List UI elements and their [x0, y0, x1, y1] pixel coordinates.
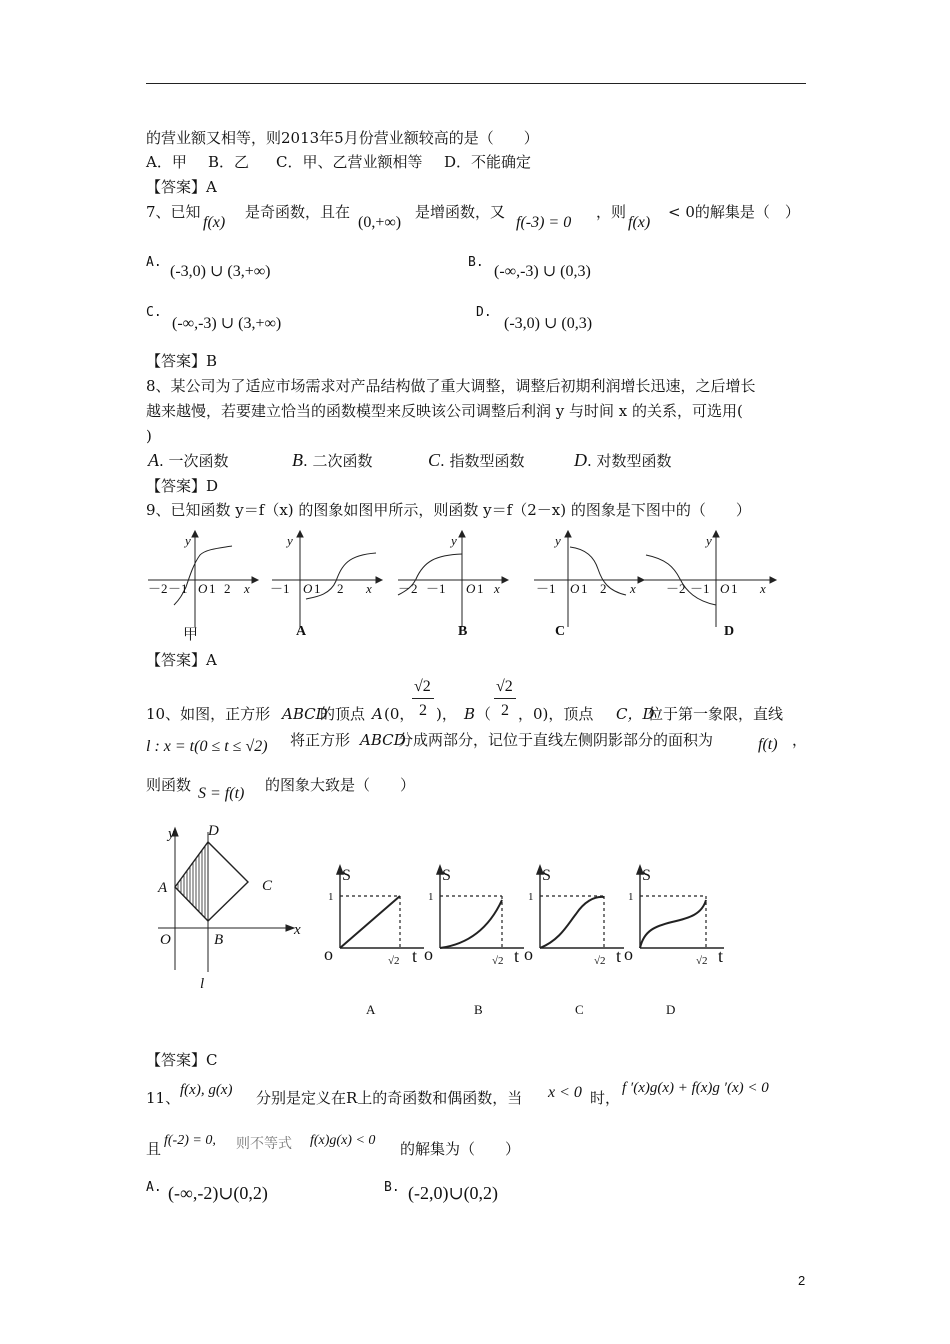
- q8-line1: 8、某公司为了适应市场需求对产品结构做了重大调整，调整后初期利润增长迅速，之后增长: [146, 377, 756, 395]
- q7-option-c-value: (-∞,-3) ∪ (3,+∞): [172, 315, 282, 332]
- q10-graph-d-t: t: [718, 946, 724, 966]
- q10-graph-c-o: o: [524, 944, 533, 964]
- q10-fig-c: C: [262, 878, 273, 894]
- q10-graph-b-t: t: [514, 946, 520, 966]
- q7-fx2: f(x): [628, 214, 651, 231]
- header-rule: [146, 83, 806, 84]
- q10-mid: 的顶点: [320, 705, 366, 723]
- q8-line2: 越来越慢，若要建立恰当的函数模型来反映该公司调整后利润 y 与时间 x 的关系，可选用(: [146, 402, 743, 420]
- q8-option-d: [574, 450, 672, 471]
- q6-option-a: A．甲: [146, 153, 187, 171]
- q9-graph-label-d: D: [724, 624, 735, 639]
- q10-graph-b-s: S: [442, 867, 451, 884]
- q9-jia-tick-2: 2: [224, 581, 231, 596]
- q8-option-a: [148, 450, 229, 471]
- q8-answer: 【答案】D: [146, 477, 219, 495]
- q11-cond: f(-2) = 0,: [164, 1133, 216, 1148]
- q9-d-tick-m1: －1: [690, 581, 710, 596]
- q11-pre: 11、: [146, 1089, 181, 1107]
- q10-fig-o: O: [160, 932, 171, 948]
- q9-graph-label-c: C: [555, 624, 566, 639]
- q10-line2-mid: 将正方形: [290, 731, 351, 749]
- q10-line3-tail: 的图象大致是（ ）: [265, 776, 416, 794]
- q10-line2-mid2: 分成两部分，记位于直线左侧阴影部分的面积为: [398, 731, 714, 749]
- q7-tail: < 0的解集是（ ）: [668, 203, 800, 221]
- q7-option-b-label: B.: [468, 255, 484, 270]
- q9-c-tick-o: O: [570, 581, 580, 596]
- q9-b-y: y: [451, 533, 457, 548]
- q9-jia-tick-m1: －1: [168, 581, 188, 596]
- q6-answer: 【答案】A: [146, 178, 217, 196]
- q10-line1: [146, 676, 806, 736]
- q9-a-tick-1: 1: [314, 581, 321, 596]
- q10-graph-d-one: 1: [628, 891, 634, 903]
- q6-option-c: C．甲、乙营业额相等: [276, 153, 423, 171]
- q8-option-c-label: C: [428, 450, 441, 470]
- q9-b-tick-1: 1: [477, 581, 484, 596]
- q10-coord-b-close: ，0)，顶点: [518, 705, 594, 723]
- q11-option-a-label: A.: [146, 1180, 162, 1195]
- q10-graph-b-o: o: [424, 944, 433, 964]
- q7-condition: f(-3) = 0: [516, 214, 572, 231]
- q9-a-tick-2: 2: [337, 581, 344, 596]
- q11-mid1: 分别是定义在R上的奇函数和偶函数，当: [256, 1089, 523, 1107]
- q10-square-figure: [150, 820, 310, 992]
- q9-d-y: y: [706, 533, 712, 548]
- q6-option-d: D．不能确定: [444, 153, 532, 171]
- q9-line: 9、已知函数 y＝f（x) 的图象如图甲所示，则函数 y＝f（2－x) 的图象是下图中的（ ）: [146, 501, 751, 519]
- q9-a-tick-o: O: [303, 581, 313, 596]
- q10-comma: ，: [792, 731, 808, 749]
- q10-graph-label-b: B: [474, 1002, 483, 1017]
- q10-sqrt2-a: √2: [414, 678, 431, 695]
- q10-graph-c-t: t: [616, 946, 622, 966]
- q9-jia-y: y: [185, 533, 191, 548]
- q9-a-y: y: [287, 533, 293, 548]
- q7-option-d-label: D.: [476, 305, 492, 320]
- q7-option-b-value: (-∞,-3) ∪ (0,3): [494, 263, 591, 280]
- q9-graph-label-b: B: [458, 624, 468, 639]
- q10-coord-b-open: （: [476, 705, 492, 723]
- q9-d-x: x: [760, 581, 766, 596]
- q7-answer: 【答案】B: [146, 352, 218, 370]
- q10-pre: 10、如图，正方形: [146, 705, 271, 723]
- q10-coord-a-open: (0，: [384, 705, 415, 723]
- q9-answer: 【答案】A: [146, 651, 217, 669]
- q10-graph-a-o: o: [324, 944, 333, 964]
- q10-cd: C，D: [616, 705, 655, 723]
- q6-option-b: B．乙: [208, 153, 250, 171]
- q11-ineq2: f(x)g(x) < 0: [310, 1133, 376, 1148]
- q7-mid1: 是奇函数，且在: [245, 203, 351, 221]
- q10-fig-a: A: [158, 880, 168, 896]
- q8-option-a-text: . 一次函数: [159, 452, 229, 470]
- q10-line3-pre: 则函数: [146, 776, 192, 794]
- q7-mid3: ，则: [596, 203, 627, 221]
- q7-option-a-label: A.: [146, 255, 162, 270]
- q10-frac-bar-a: [412, 698, 434, 699]
- q10-graph-a-s: S: [342, 867, 351, 884]
- q7-fx: f(x): [203, 214, 226, 231]
- q10-two-b: 2: [501, 702, 509, 719]
- q8-option-d-text: . 对数型函数: [587, 452, 672, 470]
- q9-c-tick-2: 2: [600, 581, 607, 596]
- q10-graph-a-one: 1: [328, 891, 334, 903]
- q10-fig-l: l: [200, 976, 205, 992]
- q7-option-c-label: C.: [146, 305, 162, 320]
- q10-fig-d: D: [208, 823, 219, 839]
- q10-sf: S = f(t): [198, 785, 245, 802]
- q11-cond-text: 则不等式: [236, 1136, 292, 1152]
- q10-point-a: A: [372, 705, 383, 723]
- q8-option-b: [292, 450, 373, 471]
- q10-frac-bar-b: [494, 698, 516, 699]
- q11-option-a-value: (-∞,-2)∪(0,2): [168, 1183, 268, 1203]
- q9-c-tick-1: 1: [581, 581, 588, 596]
- q9-a-tick-m1: －1: [270, 581, 290, 596]
- q8-option-a-label: A: [148, 450, 159, 470]
- q9-b-tick-o: O: [466, 581, 476, 596]
- q11-ineq: f ′(x)g(x) + f(x)g ′(x) < 0: [622, 1080, 769, 1096]
- q9-a-x: x: [366, 581, 372, 596]
- q10-fig-y: y: [168, 826, 175, 842]
- q10-fig-x: x: [294, 922, 301, 938]
- q10-point-b: B: [464, 705, 476, 723]
- q11-option-b-value: (-2,0)∪(0,2): [408, 1183, 499, 1203]
- q8-option-c: [428, 450, 525, 471]
- q9-b-tick-m2: －2: [398, 581, 418, 596]
- q9-graph-label-jia: 甲: [183, 625, 199, 643]
- q10-graph-d-sqrt2: √2: [696, 955, 708, 967]
- q11-xlt0: x < 0: [548, 1084, 582, 1101]
- q11-line2-pre: 且: [146, 1140, 162, 1158]
- q10-graph-c-s: S: [542, 867, 551, 884]
- page-number: 2: [798, 1273, 806, 1288]
- q6-line: 的营业额又相等，则2013年5月份营业额较高的是（ ）: [146, 129, 539, 147]
- q9-jia-tick-m2: －2: [148, 581, 168, 596]
- q11-option-b-label: B.: [384, 1180, 400, 1195]
- q10-graph-b-one: 1: [428, 891, 434, 903]
- q10-graph-b-sqrt2: √2: [492, 955, 504, 967]
- q10-fig-b: B: [214, 932, 224, 948]
- q10-line-l: l : x = t(0 ≤ t ≤ √2): [146, 738, 268, 755]
- q10-st-graphs: [320, 860, 740, 970]
- q10-tail: 位于第一象限，直线: [648, 705, 784, 723]
- q7-interval: (0,+∞): [358, 214, 402, 231]
- q10-answer: 【答案】C: [146, 1051, 218, 1069]
- q8-option-c-text: . 指数型函数: [440, 452, 525, 470]
- q10-graph-label-c: C: [575, 1002, 584, 1017]
- q8-option-b-label: B: [292, 450, 303, 470]
- q10-abcd: ABCD: [282, 705, 328, 723]
- q9-d-tick-m2: －2: [666, 581, 686, 596]
- q7-option-d-value: (-3,0) ∪ (0,3): [504, 315, 593, 332]
- q9-c-y: y: [555, 533, 561, 548]
- q9-b-x: x: [494, 581, 500, 596]
- q9-d-tick-1: 1: [731, 581, 738, 596]
- q11-mid2: 时，: [590, 1089, 621, 1107]
- q7-mid2: 是增函数，又: [415, 203, 506, 221]
- q9-jia-tick-1: 1: [209, 581, 216, 596]
- q10-two-a: 2: [419, 702, 427, 719]
- q10-coord-a-close: )，: [436, 705, 457, 723]
- q11-fg: f(x), g(x): [180, 1082, 233, 1098]
- q8-line3: ): [146, 427, 152, 445]
- q8-option-b-text: . 二次函数: [303, 452, 373, 470]
- q9-jia-x: x: [244, 581, 250, 596]
- q10-graph-label-a: A: [366, 1002, 376, 1017]
- q10-graph-d-o: o: [624, 944, 633, 964]
- q9-c-x: x: [630, 581, 636, 596]
- q10-graph-a-sqrt2: √2: [388, 955, 400, 967]
- q7-pre: 7、已知: [146, 203, 201, 221]
- q7-option-a-value: (-3,0) ∪ (3,+∞): [170, 263, 271, 280]
- q10-graph-c-sqrt2: √2: [594, 955, 606, 967]
- q9-b-tick-m1: －1: [426, 581, 446, 596]
- q10-sqrt2-b: √2: [496, 678, 513, 695]
- q9-c-tick-m1: －1: [536, 581, 556, 596]
- q10-graph-a-t: t: [412, 946, 418, 966]
- q10-graph-c-one: 1: [528, 891, 534, 903]
- q8-option-d-label: D: [574, 450, 587, 470]
- q9-jia-tick-o: O: [198, 581, 208, 596]
- q10-abcd-2: ABCD: [360, 731, 406, 749]
- q9-graph-label-a: A: [296, 624, 307, 639]
- q10-graph-d-s: S: [642, 867, 651, 884]
- q11-line2-tail: 的解集为（ ）: [400, 1140, 521, 1158]
- q9-d-tick-o: O: [720, 581, 730, 596]
- q10-graph-label-d: D: [666, 1002, 676, 1017]
- q10-ft: f(t): [758, 736, 778, 753]
